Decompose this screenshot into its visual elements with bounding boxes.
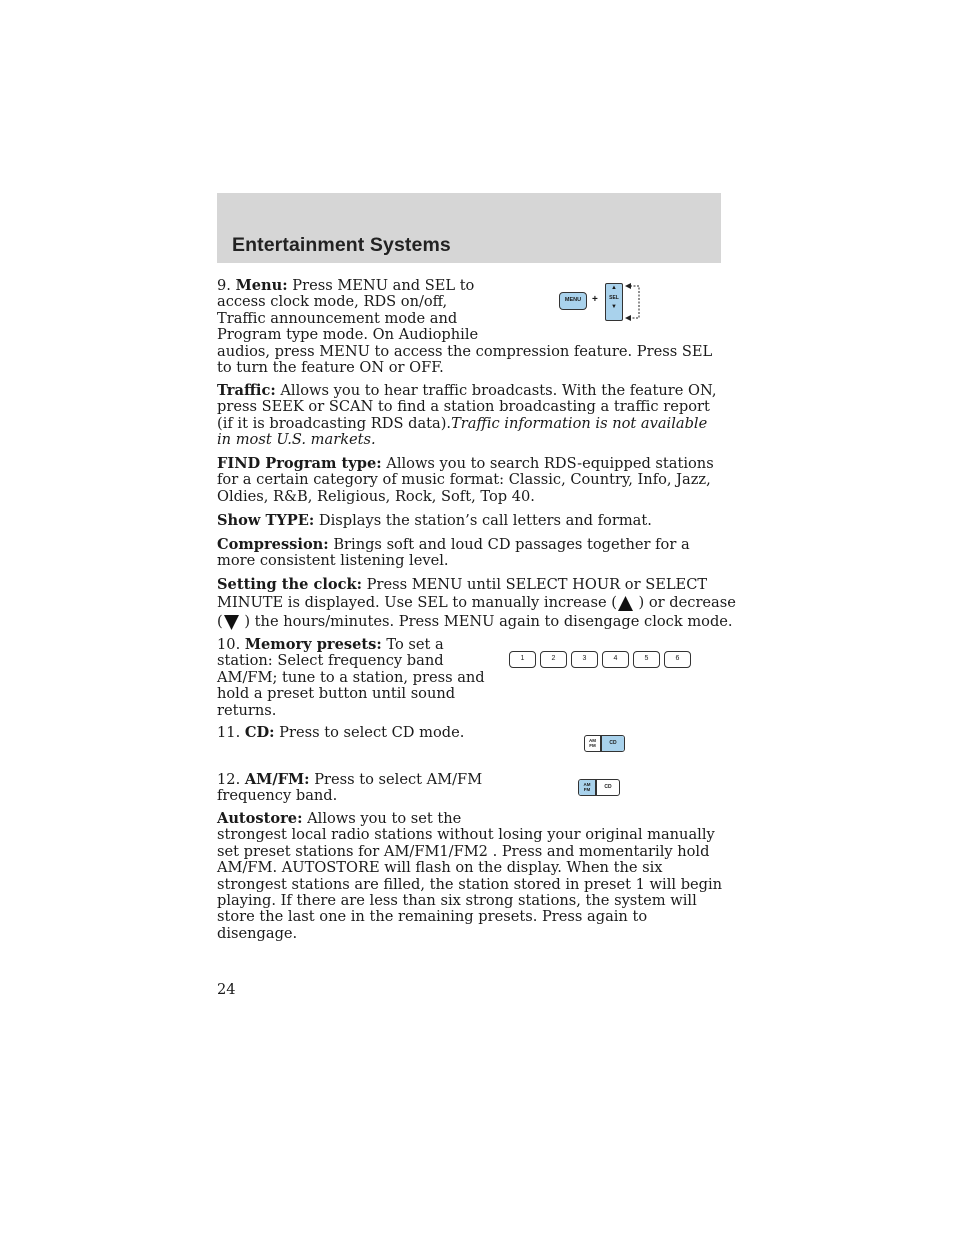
plus-icon: + (592, 294, 598, 305)
traffic-note: Traffic information is not available in most U.S. markets. (217, 414, 708, 449)
show-type-heading: Show TYPE: (217, 512, 315, 529)
preset-label: 3 (582, 655, 587, 662)
amfm-heading: AM/FM: (244, 771, 310, 788)
amfm-mode-icon (578, 779, 620, 796)
autostore-text: strongest local radio stations without losing your original manually set preset stations for AM/FM1/FM2 . Press and momentarily hold AM/FM. AUTOSTORE will flash on the display. When the six strongest stations are filled, the station stored in preset 1 will begin playing. If there are less than six strong stations, the system will store the last one in the remaining presets. Press again to disengage. (217, 826, 723, 942)
cd-paragraph (217, 725, 723, 741)
clock-paragraph (217, 576, 736, 631)
preset-label: 1 (520, 655, 525, 662)
menu-paragraph (217, 278, 723, 376)
up-arrow-icon: ▲ (611, 285, 617, 291)
preset-5-icon (633, 651, 660, 668)
compression-heading: Compression: (217, 536, 329, 553)
menu-text: Press MENU and SEL to (287, 277, 475, 294)
up-triangle-icon (617, 595, 634, 612)
menu-text: access clock mode, RDS on/off, (217, 293, 448, 311)
item-number: 12. (217, 771, 241, 788)
sel-button-label: SEL (609, 295, 619, 301)
find-heading: FIND Program type: (217, 455, 382, 472)
traffic-text: Allows you to hear traffic broadcasts. With the feature ON, press SEEK or SCAN to find a station broadcasting a traffic report (if it is broadcasting RDS data). (217, 382, 717, 432)
fm-label: FM (583, 787, 591, 792)
presets-text: station: Select frequency band (217, 652, 444, 670)
preset-2-icon (540, 651, 567, 668)
menu-button-icon (559, 292, 587, 310)
clock-text: ( (217, 613, 223, 630)
menu-text: audios, press MENU to access the compression feature. Press SEL to turn the feature ON or OFF. (217, 342, 713, 377)
find-paragraph (217, 456, 723, 505)
clock-text: Press MENU until SELECT HOUR or SELECT (362, 576, 708, 593)
clock-text: ) or decrease (633, 594, 736, 611)
down-arrow-icon: ▼ (611, 304, 617, 310)
fm-label: FM (589, 743, 596, 748)
am-label: AM (589, 738, 596, 743)
amfm-text: frequency band. (217, 787, 338, 805)
item-number: 9. (217, 277, 231, 294)
preset-label: 6 (675, 655, 680, 662)
cd-heading: CD: (244, 724, 275, 741)
sel-button-icon (605, 283, 623, 321)
am-label: AM (583, 782, 591, 787)
menu-text: Traffic announcement mode and (217, 309, 458, 327)
presets-text: To set a (381, 636, 444, 653)
clock-text: MINUTE is displayed. Use SEL to manually increase ( (217, 594, 617, 611)
page-title: Entertainment Systems (232, 234, 451, 256)
item-number: 10. (217, 636, 241, 653)
preset-label: 4 (613, 655, 618, 662)
clock-text: ) the hours/minutes. Press MENU again to disengage clock mode. (239, 613, 733, 630)
preset-4-icon (602, 651, 629, 668)
item-number: 11. (217, 724, 241, 741)
cd-mode-icon (584, 735, 625, 752)
amfm-segment (579, 780, 597, 795)
menu-text: Program type mode. On Audiophile (217, 326, 479, 344)
show-type-paragraph (217, 513, 723, 529)
menu-button-label: MENU (564, 297, 582, 303)
section-header (217, 193, 721, 263)
autostore-heading: Autostore: (217, 810, 303, 827)
clock-heading: Setting the clock: (217, 576, 363, 593)
cd-label: CD (604, 784, 612, 790)
amfm-paragraph (217, 772, 723, 805)
cd-text: Press to select CD mode. (274, 724, 465, 741)
amfm-text: Press to select AM/FM (309, 771, 483, 788)
presets-heading: Memory presets: (244, 636, 382, 653)
preset-3-icon (571, 651, 598, 668)
preset-1-icon (509, 651, 536, 668)
presets-text: AM/FM; tune to a station, press and (217, 668, 485, 686)
presets-paragraph (217, 637, 723, 719)
autostore-paragraph (217, 811, 723, 942)
find-text: Allows you to search RDS-equipped stations for a certain category of music format: Classic, Country, Info, Jazz, Oldies, R&B, Religious, Rock, Soft, Top 40. (217, 455, 714, 505)
traffic-paragraph (217, 383, 723, 449)
page-number: 24 (217, 981, 236, 998)
traffic-heading: Traffic: (217, 382, 276, 399)
preset-label: 5 (644, 655, 649, 662)
cd-segment (597, 780, 619, 795)
amfm-segment (585, 736, 602, 751)
autostore-text: Allows you to set the (302, 810, 462, 827)
cd-label: CD (609, 740, 617, 746)
menu-heading: Menu: (235, 277, 288, 294)
cd-segment (602, 736, 624, 751)
down-triangle-icon (223, 614, 240, 631)
preset-label: 2 (551, 655, 556, 662)
preset-6-icon (664, 651, 691, 668)
compression-paragraph (217, 537, 723, 570)
presets-text: hold a preset button until sound (217, 685, 456, 703)
presets-text: returns. (217, 701, 277, 719)
toggle-arrow-icon (622, 281, 644, 323)
compression-text: Brings soft and loud CD passages together for a more consistent listening level. (217, 536, 690, 570)
show-type-text: Displays the station’s call letters and format. (314, 512, 652, 529)
